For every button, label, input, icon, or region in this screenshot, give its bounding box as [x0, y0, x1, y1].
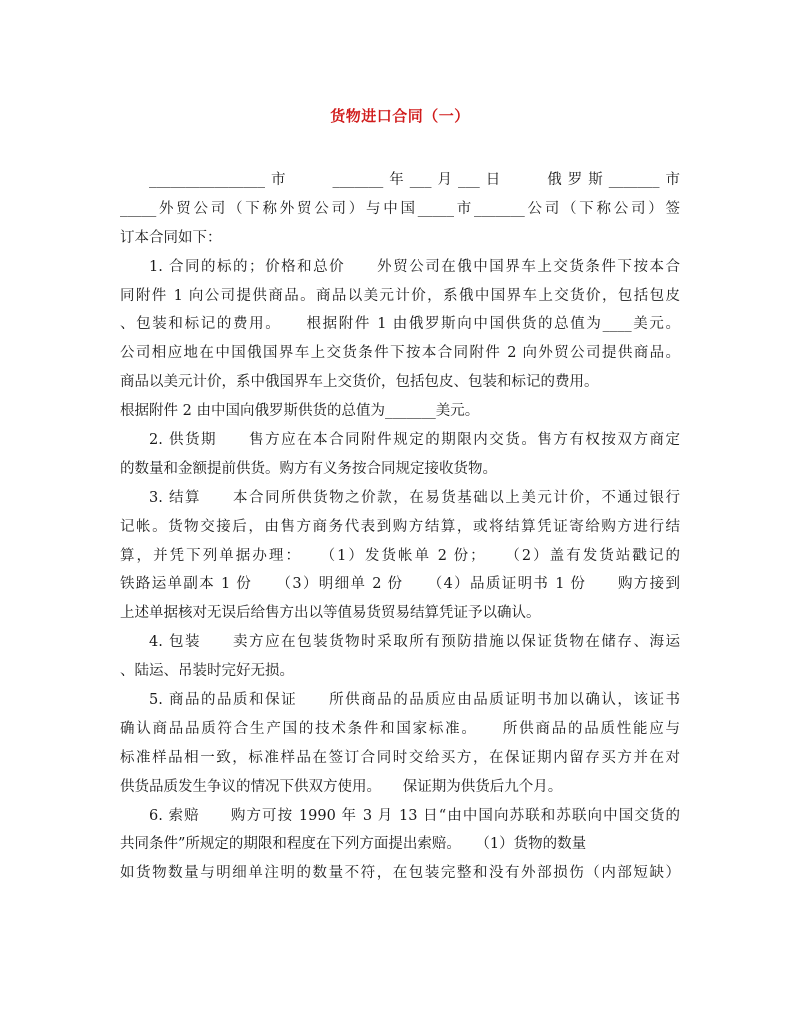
body-line: 订本合同如下：	[120, 229, 222, 246]
body-line: 铁路运单副本 1 份 （3）明细单 2 份 （4）品质证明书 1 份 购方接到	[120, 576, 680, 593]
body-line: 供货品质发生争议的情况下供双方使用。 保证期为供货后九个月。	[120, 778, 563, 795]
body-line: 商品以美元计价，系中俄国界车上交货价，包括包皮、包装和标记的费用。	[120, 374, 599, 391]
body-line: 同附件 1 向公司提供商品。商品以美元计价，系俄中国界车上交货价，包括包皮	[120, 287, 680, 304]
body-line: _____外贸公司（下称外贸公司）与中国_____市_______公司（下称公司）签	[120, 200, 680, 217]
document-body	[120, 166, 680, 888]
body-line: ________________市 _______年___月___日 俄罗斯_______市	[149, 172, 680, 188]
body-line: 根据附件 2 由中国向俄罗斯供货的总值为_______美元。	[120, 403, 480, 420]
body-line: 记帐。货物交接后，由售方商务代表到购方结算，或将结算凭证寄给购方进行结	[120, 518, 680, 535]
body-line: 标准样品相一致，标准样品在签订合同时交给买方，在保证期内留存买方并在对	[120, 749, 680, 766]
document-title: 货物进口合同（一）	[330, 107, 470, 125]
body-line: 5. 商品的品质和保证 所供商品的品质应由品质证明书加以确认，该证书	[149, 692, 680, 709]
body-line: 3. 结算 本合同所供货物之价款，在易货基础以上美元计价，不通过银行	[149, 489, 680, 506]
body-line: 共同条件”所规定的期限和程度在下列方面提出索赔。 （1）货物的数量	[120, 836, 587, 853]
body-line: 的数量和金额提前供货。购方有义务按合同规定接收货物。	[120, 460, 497, 477]
body-line: 4. 包装 卖方应在包装货物时采取所有预防措施以保证货物在储存、海运	[149, 634, 680, 651]
body-line: 确认商品品质符合生产国的技术条件和国家标准。 所供商品的品质性能应与	[120, 720, 680, 737]
body-line: 、陆运、吊装时完好无损。	[120, 663, 294, 680]
body-line: 2. 供货期 售方应在本合同附件规定的期限内交货。售方有权按双方商定	[149, 432, 680, 449]
body-line: 如货物数量与明细单注明的数量不符，在包装完整和没有外部损伤（内部短缺）	[120, 865, 680, 882]
body-line: 公司相应地在中国俄国界车上交货条件下按本合同附件 2 向外贸公司提供商品。	[120, 345, 680, 362]
body-line: 1. 合同的标的；价格和总价 外贸公司在俄中国界车上交货条件下按本合	[149, 258, 680, 275]
body-line: 上述单据核对无误后给售方出以等值易货贸易结算凭证予以确认。	[120, 605, 541, 622]
body-line: 算，并凭下列单据办理： （1）发货帐单 2 份； （2）盖有发货站戳记的	[120, 547, 680, 564]
body-line: 6. 索赔 购方可按 1990 年 3 月 13 日“由中国向苏联和苏联向中国交货的	[149, 807, 680, 824]
body-line: 、包装和标记的费用。 根据附件 1 由俄罗斯向中国供货的总值为____美元。	[120, 316, 680, 333]
